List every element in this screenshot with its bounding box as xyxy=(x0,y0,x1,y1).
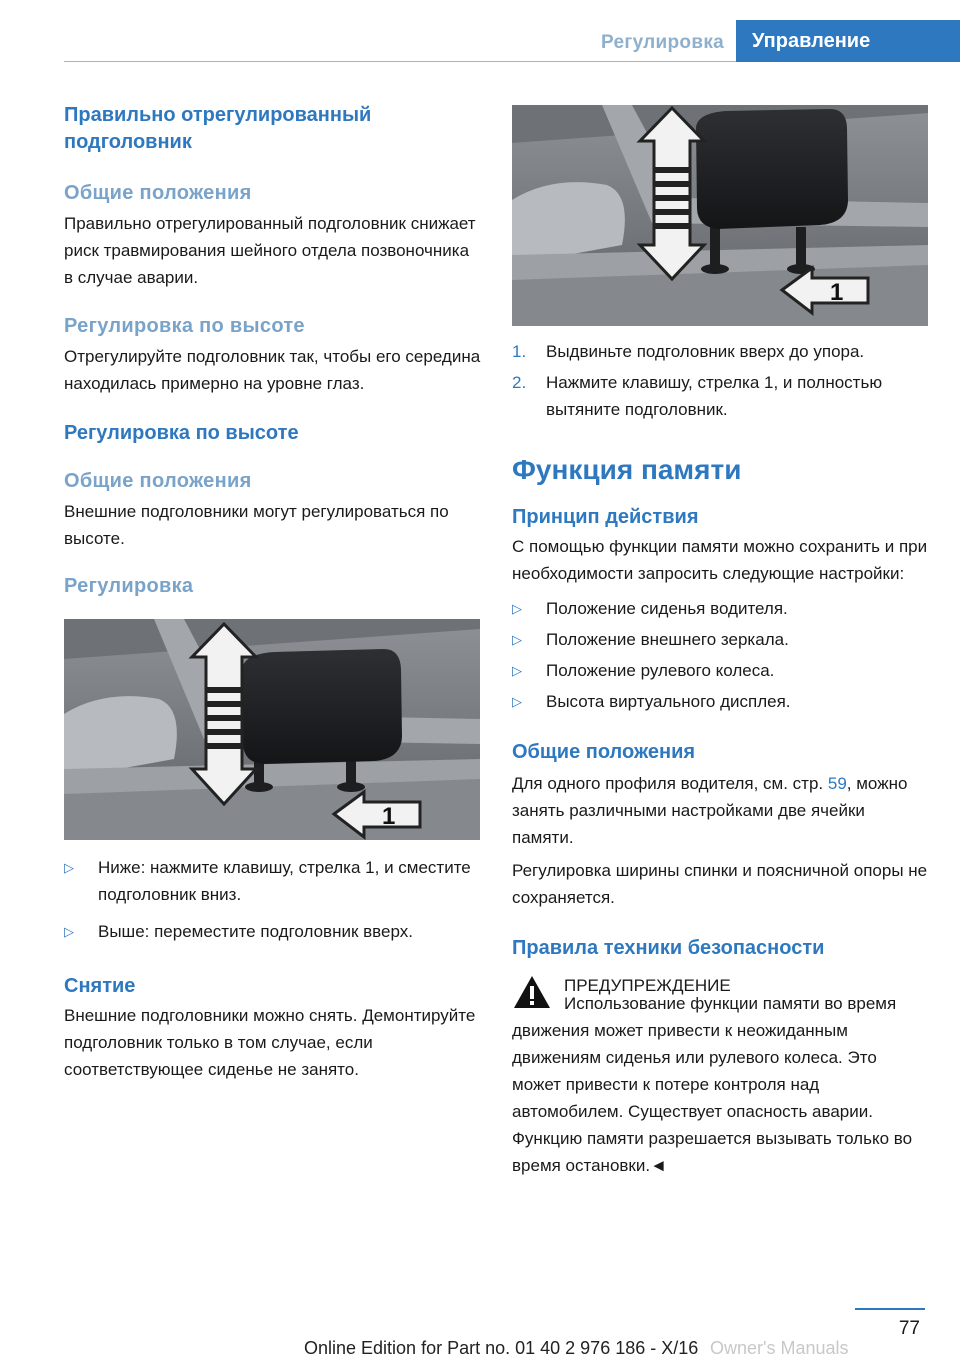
warning-triangle-icon xyxy=(512,974,552,1010)
removal-text: Внешние подголовники можно снять. Демонтируйте подголовник только в том случае, если соответствующее сиденье не занято. xyxy=(64,1006,476,1079)
list-item xyxy=(512,595,928,622)
warning-block xyxy=(512,970,928,1179)
general-heading-right: Общие положения xyxy=(512,741,696,763)
header-chapter: Управление xyxy=(752,29,871,52)
list-item-text: Положение сиденья водителя. xyxy=(546,599,788,618)
warning-title: ПРЕДУПРЕЖДЕНИЕ xyxy=(564,976,731,995)
general-text-pre: Для одного профиля водителя, см. стр. xyxy=(512,774,828,793)
photo-label: 1 xyxy=(382,803,396,830)
list-item-text: Положение рулевого колеса. xyxy=(546,661,775,680)
bullet-triangle-icon: ▷ xyxy=(64,860,74,875)
list-item-text: Ниже: нажмите клавишу, стрелка 1, и сместите подголовник вниз. xyxy=(98,858,471,904)
headrest-photo-left xyxy=(64,619,480,840)
list-item xyxy=(512,369,928,423)
general-text-right xyxy=(512,770,928,851)
left-column xyxy=(64,100,482,1083)
memory-heading: Функция памяти xyxy=(512,454,742,485)
step-text: Нажмите клавишу, стрелка 1, и полностью вытяните подголовник. xyxy=(546,373,883,419)
list-item xyxy=(512,338,928,365)
right-column xyxy=(512,105,928,1179)
page-link[interactable]: 59 xyxy=(827,774,847,793)
list-item-text: Выше: переместите подголовник вверх. xyxy=(98,922,413,941)
photo-label-2: 1 xyxy=(830,279,844,306)
removal-heading: Снятие xyxy=(64,975,136,997)
list-item xyxy=(64,918,482,945)
list-item xyxy=(512,626,928,653)
general-text: Правильно отрегулированный подголовник снижает риск травмирования шейного отдела позвоночника в случае аварии. xyxy=(64,214,476,287)
bullet-triangle-icon: ▷ xyxy=(512,663,522,678)
list-item xyxy=(512,657,928,684)
step-number: 1. xyxy=(512,342,527,361)
height-text: Отрегулируйте подголовник так, чтобы его середина находилась примерно на уровне глаз. xyxy=(64,347,481,393)
principle-heading: Принцип действия xyxy=(512,506,699,528)
settings-list xyxy=(512,595,928,715)
height-heading: Регулировка по высоте xyxy=(64,315,305,337)
general2-heading: Общие положения xyxy=(64,470,252,492)
headrest-illustration-2 xyxy=(512,105,928,326)
headrest-photo-right xyxy=(512,105,928,326)
footer-edition: Online Edition for Part no. 01 40 2 976 186 - X/16 xyxy=(304,1338,699,1358)
step-number: 2. xyxy=(512,373,527,392)
height2-heading: Регулировка по высоте xyxy=(64,422,299,444)
bullet-triangle-icon: ▷ xyxy=(64,924,74,939)
list-item xyxy=(64,854,482,908)
page-rule xyxy=(855,1308,925,1310)
page-header xyxy=(64,20,960,62)
adjust-bullet-list xyxy=(64,854,482,945)
headrest-illustration xyxy=(64,619,480,840)
general2-text: Внешние подголовники могут регулироваться по высоте. xyxy=(64,502,449,548)
principle-text: С помощью функции памяти можно сохранить и при необходимости запросить следующие настройки: xyxy=(512,537,928,583)
list-item-text: Высота виртуального дисплея. xyxy=(546,692,791,711)
general-text-post: , можно занять различными настройками две ячейки памяти. xyxy=(512,774,908,847)
bullet-triangle-icon: ▷ xyxy=(512,632,522,647)
section-title: Правильно отрегулированный подголовник xyxy=(64,104,372,153)
step-list xyxy=(512,338,928,423)
header-chapter-tab xyxy=(736,20,960,62)
header-section: Регулировка xyxy=(600,32,724,53)
lumbar-text: Регулировка ширины спинки и поясничной опоры не сохраняется. xyxy=(512,861,928,907)
step-text: Выдвиньте подголовник вверх до упора. xyxy=(546,342,865,361)
general-heading: Общие положения xyxy=(64,182,252,204)
warning-text: Использование функции памяти во время движения может привести к неожиданным движениям сиденья или рулевого колеса. Это может привести к потере контроля над автомобилем. Существует опасность аварии. Функцию памяти разрешается вызывать только во время остановки.◄ xyxy=(512,994,913,1175)
bullet-triangle-icon: ▷ xyxy=(512,694,522,709)
safety-heading: Правила техники безопасности xyxy=(512,937,825,959)
adjust-heading: Регулировка xyxy=(64,575,194,597)
bullet-triangle-icon: ▷ xyxy=(512,601,522,616)
page-number: 77 xyxy=(898,1318,920,1339)
list-item-text: Положение внешнего зеркала. xyxy=(546,630,789,649)
footer-watermark: Owner's Manuals xyxy=(710,1338,849,1358)
list-item xyxy=(512,688,928,715)
